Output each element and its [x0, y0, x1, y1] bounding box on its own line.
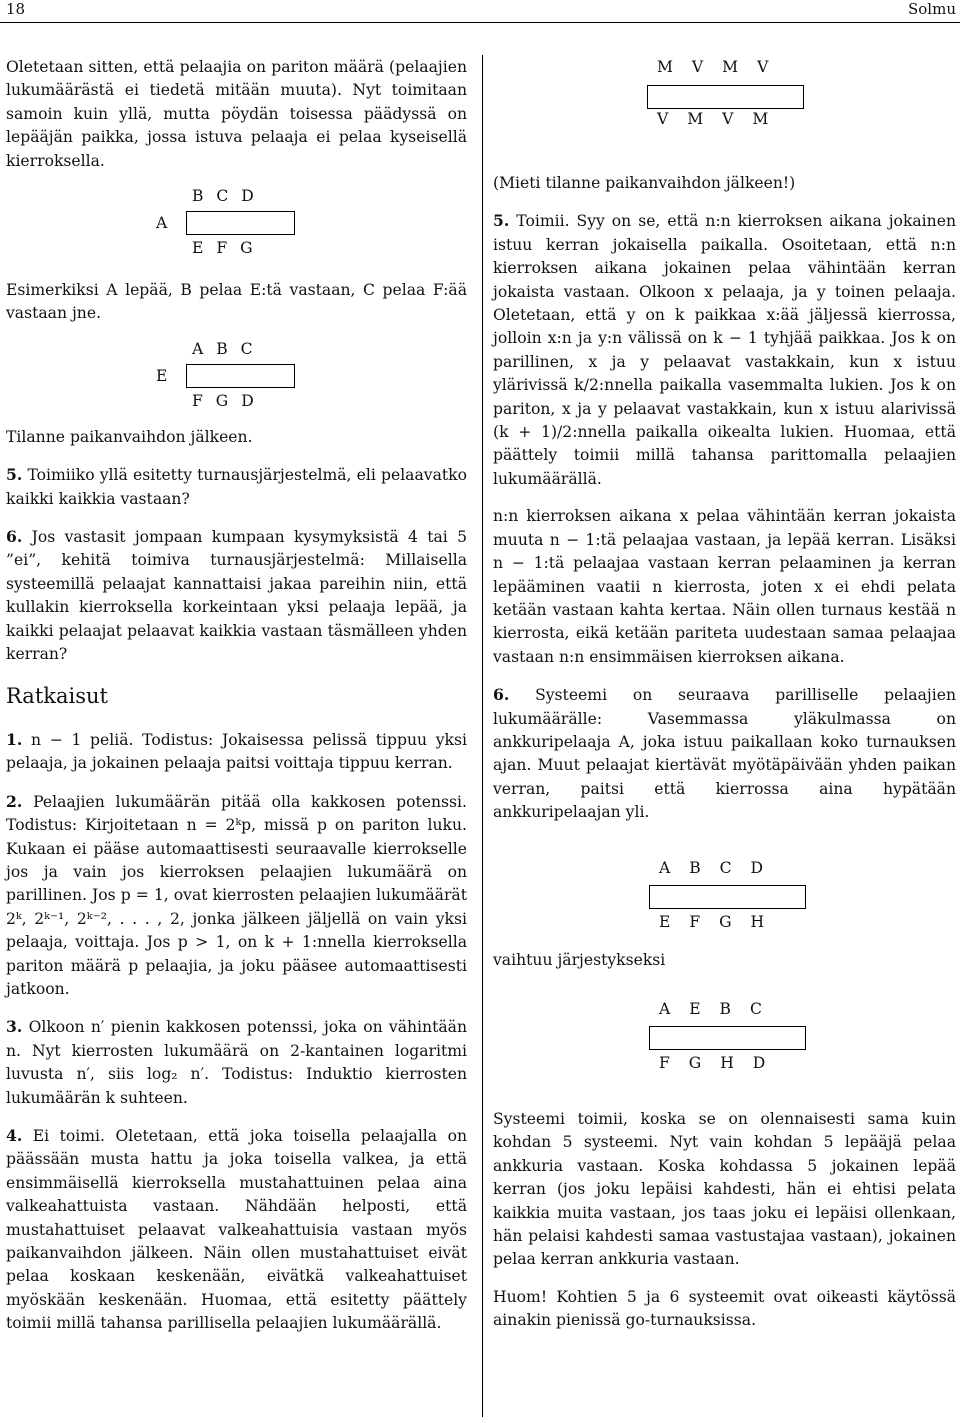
diagram-odd-after: [6, 340, 467, 416]
page-header: [0, 0, 960, 23]
question-6: [6, 525, 467, 666]
solution-2: [6, 790, 467, 1002]
think-caption: (Mieti tilanne paikanvaihdon jälkeen!): [493, 174, 796, 192]
diagram-side-player: A: [156, 214, 168, 233]
solution-3-text: Olkoon n′ pienin kakkosen potenssi, joka on vähintään n. Nyt kierrosten lukumäärä on 2-kantainen logaritmi luvusta n′, siis log₂ n′. Todistus: Induktio kierrosten lukumäärän k suhteen.: [6, 1018, 467, 1107]
solutions-heading: Ratkaisut: [6, 683, 108, 708]
solution-1-text: n − 1 peliä. Todistus: Jokaisessa pelissä tippuu yksi pelaaja, ja jokainen pelaaja paitsi voittaja tippuu kerran.: [6, 730, 467, 773]
question-5-number: 5.: [6, 465, 23, 485]
solution-4-text: Ei toimi. Oletetaan, että joka toisella pelaajalla on päässään musta hattu ja joka toisella valkea, ja että ensimmäisellä kierroksella mustahattuinen pelaa aina valkeahattuista vastaan. Nähdään helposti, että mustahattuiset pelaavat valkeahattuisia vastaan myös paikanvaihdon jälkeen. Näin ollen mustahattuiset eivät pelaa koskaan keskenään, eivätkä valkeahattuiset myöskään keskenään. Huomaa, että esitetty päättely toimii millä tahansa parillisella pelaajien lukumäärällä.: [6, 1127, 467, 1333]
diagram-side-player: E: [156, 366, 168, 385]
solution-1-number: 1.: [6, 729, 23, 749]
diagram-table: [649, 885, 806, 909]
solution-2-text: Pelaajien lukumäärän pitää olla kakkosen potenssi. Todistus: Kirjoitetaan n = 2ᵏp, missä p on pariton luku. Kukaan ei pääse automaattisesti seuraavalle kierrokselle jos ja vain jos kierroksen pelaajien lukumäärä on parillinen. Jos p = 1, ovat kierrosten pelaajien lukumäärät 2ᵏ, 2ᵏ⁻¹, 2ᵏ⁻², . . . , 2, jonka jälkeen jäljellä on vain yksi pelaaja, voittaja. Jos p > 1, on k + 1:nnella kierroksella pariton määrä p pelaajia, ja joku pääsee automaattisesti jatkoon.: [6, 792, 467, 998]
caption-after-switch: Tilanne paikanvaihdon jälkeen.: [6, 427, 253, 446]
journal-name: Solmu: [908, 0, 956, 18]
solution-6-text: Systeemi on seuraava parilliselle pelaajien lukumäärälle: Vasemmassa yläkulmassa on ankkuripelaaja A, joka istuu paikallaan koko turnauksen ajan. Muut pelaajat kiertävät myötäpäivään yhden paikan verran, paitsi että kierrossa aina hypätään ankkuripelaajan yli.: [493, 686, 956, 822]
works-paragraph: Systeemi toimii, koska se on olennaisesti sama kuin kohdan 5 systeemi. Nyt vain kohdan 5 lepääjä pelaa ankkuria vastaan. Koska kohdassa 5 jokainen lepää kerran (jos joku lepäisi kahdesti, hän ei ehtisi pelata kaikkia muita vastaan, jos taas joku ei lepäisi ollenkaan, hän pelaisi kahdesti samaa vastustajaa vastaan), jokainen pelaa kerran ankkuria vastaan.: [493, 1109, 956, 1269]
column-divider: [482, 55, 483, 1417]
changes-caption: vaihtuu järjestykseksi: [493, 950, 666, 969]
diagram-table: [186, 211, 295, 235]
solution-1: [6, 728, 467, 776]
diagram-bottom-row: E F G H: [659, 912, 765, 931]
solution-5-number: 5.: [493, 211, 510, 231]
diagram-bottom-row: F G H D: [659, 1053, 766, 1072]
diagram-top-row: B C D: [192, 187, 254, 206]
diagram-bottom-row: F G D: [192, 391, 254, 410]
example-paragraph: Esimerkiksi A lepää, B pelaa E:tä vastaan, C pelaa F:ää vastaan jne.: [6, 281, 467, 323]
diagram-table: [649, 1026, 806, 1050]
diagram-table: [647, 85, 804, 109]
diagram-anchor-before: [493, 859, 956, 949]
solution-5: [493, 209, 956, 491]
diagram-bottom-row: V M V M: [657, 110, 769, 128]
solution-6-number: 6.: [493, 685, 510, 705]
question-6-text: Jos vastasit jompaan kumpaan kysymyksistä 4 tai 5 ”ei”, kehitä toimiva turnausjärjestelmä: Millaisella systeemillä pelaajat kannattaisi jakaa pareihin niin, että kullakin kierroksella korkeintaan yksi pelaaja lepää, ja kaikki pelaajat pelaavat kaikkia vastaan täsmälleen yhden kerran?: [6, 528, 467, 664]
intro-paragraph: Oletetaan sitten, että pelaajia on pariton määrä (pelaajien lukumäärästä ei tiedetä mitään muuta). Nyt toimitaan samoin kuin yllä, mutta pöydän toisessa päädyssä on lepääjän paikka, jossa istuva pelaaja ei pelaa kyseisellä kierroksella.: [6, 58, 467, 170]
diagram-bottom-row: E F G: [192, 239, 253, 258]
right-column: [493, 172, 956, 1347]
diagram-odd-start: [6, 187, 467, 263]
diagram-top-row: A B C: [192, 339, 253, 358]
question-5: [6, 463, 467, 511]
solution-2-number: 2.: [6, 791, 23, 811]
diagram-table: [186, 364, 295, 388]
question-6-number: 6.: [6, 527, 23, 547]
solution-6: [493, 683, 956, 824]
note-paragraph: Huom! Kohtien 5 ja 6 systeemit ovat oikeasti käytössä ainakin pienissä go-turnauksissa.: [493, 1287, 956, 1330]
solution-3: [6, 1015, 467, 1110]
solution-4: [6, 1124, 467, 1336]
diagram-top-row: A E B C: [659, 999, 762, 1018]
diagram-hats: [493, 56, 956, 166]
solution-3-number: 3.: [6, 1017, 23, 1037]
solution-5-text: Toimii. Syy on se, että n:n kierroksen aikana jokainen istuu kerran jokaisella paikalla. Osoitetaan, että n:n kierroksen aikana jokainen pelaa vähintään kerran jokaista vastaan. Olkoon x pelaaja, ja y toinen pelaaja. Oletetaan, että y on k paikkaa x:ää jäljessä kierrossa, jolloin x:n ja y:n välissä on k − 1 tyhjää paikkaa. Jos k on parillinen, x ja y pelaavat vastakkain, kun x istuu ylärivissä k/2:nnella paikalla vasemmalta lukien. Jos k on pariton, x ja y pelaavat vastakkain, kun x istuu alarivissä (k + 1)/2:nnella paikalla oikealta lukien. Huomaa, että päättely toimii millä tahansa parittomalla pelaajien lukumäärällä.: [493, 212, 956, 488]
diagram-anchor-after: [493, 1000, 956, 1090]
question-5-text: Toimiiko yllä esitetty turnausjärjestelmä, eli pelaavatko kaikki kaikkia vastaan?: [6, 466, 467, 508]
diagram-top-row: A B C D: [659, 858, 764, 877]
diagram-top-row: M V M V: [657, 58, 769, 76]
left-column: [6, 56, 467, 1350]
page-number: 18: [6, 0, 26, 18]
solution-5-continued: n:n kierroksen aikana x pelaa vähintään kerran jokaista muuta n − 1:tä pelaajaa vastaan, ja lepää kerran. Lisäksi n − 1:tä pelaajaa vastaan kerran pelaaminen ja kerran lepääminen vaatii n kierrosta, joten x ei ehdi pelata ketään vastaan kahta kertaa. Näin ollen turnaus kestää n kierrosta, eikä ketään pariteta uudestaan samaa pelaajaa vastaan n:n ensimmäisen kierroksen aikana.: [493, 507, 956, 666]
solution-4-number: 4.: [6, 1126, 23, 1145]
